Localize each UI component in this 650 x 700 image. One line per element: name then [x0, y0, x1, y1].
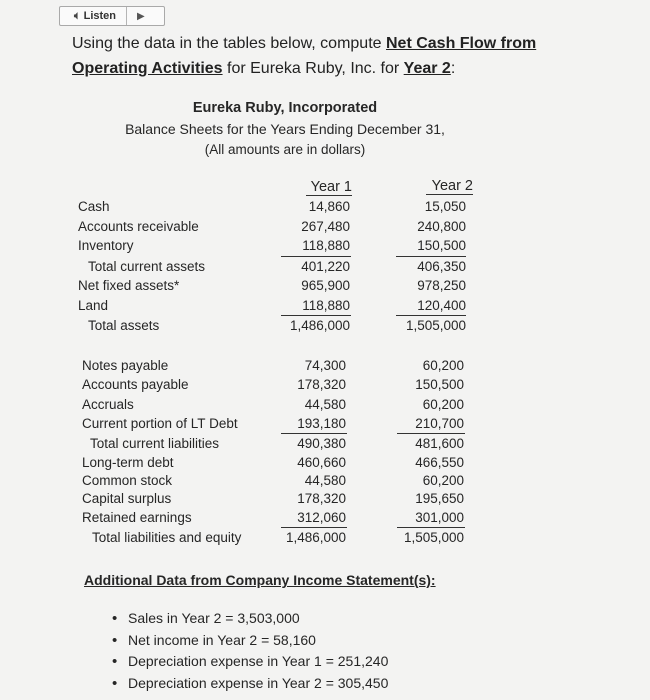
liability-y2-value: 195,650	[415, 491, 464, 506]
asset-label: Net fixed assets*	[78, 278, 180, 293]
liability-y2-value: 210,700	[415, 416, 464, 431]
liability-label: Notes payable	[82, 358, 169, 373]
liability-y2-value: 150,500	[415, 377, 464, 392]
asset-y2-value: 1,505,000	[405, 318, 466, 333]
total-rule	[397, 527, 465, 528]
amounts-note: (All amounts are in dollars)	[204, 142, 366, 157]
asset-label: Total assets	[88, 318, 160, 333]
asset-y1-value: 401,220	[301, 259, 350, 274]
subtotal-rule	[281, 256, 351, 257]
additional-data-list	[112, 608, 388, 694]
play-icon[interactable]: ▶	[137, 10, 145, 22]
liability-label: Total liabilities and equity	[92, 530, 242, 545]
subtotal-rule	[396, 256, 466, 257]
liability-label: Common stock	[82, 473, 173, 488]
liability-y1-value: 460,660	[297, 455, 346, 470]
asset-label: Total current assets	[88, 259, 206, 274]
total-rule	[281, 527, 347, 528]
liability-y2-value: 60,200	[422, 473, 464, 488]
question-suffix: :	[450, 60, 456, 77]
liability-y2-value: 60,200	[422, 358, 464, 373]
column-header-year1: Year 1	[306, 179, 352, 196]
total-rule	[396, 315, 466, 316]
liability-y1-value: 74,300	[304, 358, 346, 373]
question-prefix: Using the data in the tables below, compute	[72, 35, 386, 52]
column-header-year2: Year 2	[426, 178, 473, 195]
liability-label: Total current liabilities	[90, 436, 220, 451]
asset-label: Inventory	[78, 238, 134, 253]
speaker-icon: 🔈︎	[74, 9, 81, 22]
question-middle: for Eureka Ruby, Inc. for	[222, 60, 404, 77]
list-item: • Net income in Year 2 = 58,160	[112, 630, 388, 652]
liability-y2-value: 1,505,000	[403, 530, 464, 545]
total-rule	[281, 315, 351, 316]
asset-label: Cash	[78, 199, 110, 214]
company-title: Eureka Ruby, Incorporated	[192, 100, 378, 116]
asset-y1-value: 267,480	[301, 219, 350, 234]
liability-y1-value: 178,320	[297, 491, 346, 506]
subtotal-rule	[281, 433, 347, 434]
liability-label: Capital surplus	[82, 491, 172, 506]
liability-y1-value: 178,320	[297, 377, 346, 392]
listen-label: Listen	[83, 10, 117, 22]
list-item: • Sales in Year 2 = 3,503,000	[112, 608, 388, 630]
liability-label: Long-term debt	[82, 455, 174, 470]
liability-y2-value: 481,600	[415, 436, 464, 451]
asset-y1-value: 1,486,000	[289, 318, 350, 333]
asset-y2-value: 150,500	[417, 238, 466, 253]
asset-y1-value: 965,900	[301, 278, 350, 293]
asset-label: Accounts receivable	[78, 219, 199, 234]
liability-y2-value: 466,550	[415, 455, 464, 470]
liability-y1-value: 44,580	[304, 473, 346, 488]
listen-button[interactable]	[59, 6, 165, 26]
liability-y1-value: 490,380	[297, 436, 346, 451]
asset-y2-value: 15,050	[424, 199, 466, 214]
liability-label: Current portion of LT Debt	[82, 416, 238, 431]
subtotal-rule	[397, 433, 465, 434]
asset-y2-value: 120,400	[417, 298, 466, 313]
list-item: • Depreciation expense in Year 2 = 305,450	[112, 673, 388, 695]
liability-y1-value: 44,580	[304, 397, 346, 412]
additional-data-heading: Additional Data from Company Income Statement(s):	[84, 572, 436, 588]
asset-y1-value: 14,860	[308, 199, 350, 214]
liability-y1-value: 312,060	[297, 510, 346, 525]
asset-label: Land	[78, 298, 109, 313]
divider	[126, 7, 127, 25]
list-item: • Depreciation expense in Year 1 = 251,240	[112, 651, 388, 673]
statement-subtitle: Balance Sheets for the Years Ending December 31,	[125, 121, 445, 137]
liability-label: Retained earnings	[82, 510, 192, 525]
asset-y2-value: 240,800	[417, 219, 466, 234]
asset-y2-value: 978,250	[417, 278, 466, 293]
liability-y1-value: 193,180	[297, 416, 346, 431]
question-emphasis: Net Cash Flow from Operating Activities	[72, 35, 537, 77]
asset-y1-value: 118,880	[302, 238, 350, 253]
asset-y2-value: 406,350	[417, 259, 466, 274]
liability-label: Accounts payable	[82, 377, 189, 392]
liability-y2-value: 60,200	[422, 397, 464, 412]
liability-label: Accruals	[82, 397, 134, 412]
question-year: Year 2	[403, 60, 451, 77]
question-text	[72, 31, 612, 81]
liability-y2-value: 301,000	[415, 510, 464, 525]
liability-y1-value: 1,486,000	[285, 530, 346, 545]
asset-y1-value: 118,880	[302, 298, 350, 313]
